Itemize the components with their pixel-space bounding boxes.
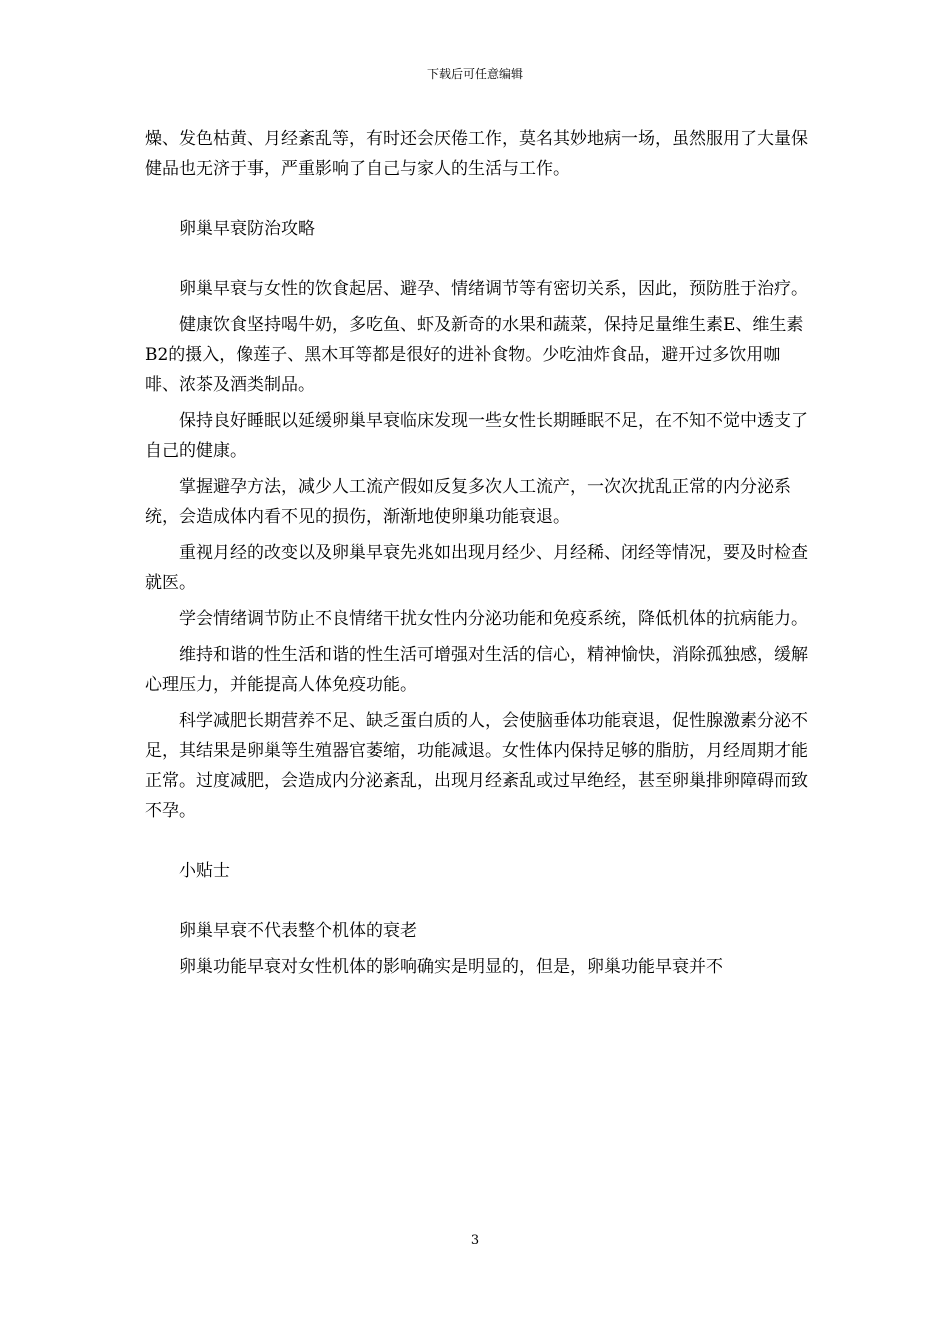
paragraph-contraception: 掌握避孕方法，减少人工流产假如反复多次人工流产，一次次扰乱正常的内分泌系统，会造成体内看不见的损伤，渐渐地使卵巢功能衰退。 — [145, 477, 791, 527]
section-heading-tips: 小贴士 — [179, 861, 230, 881]
paragraph-weight-loss: 科学减肥长期营养不足、缺乏蛋白质的人，会使脑垂体功能衰退，促性腺激素分泌不足，其结果是卵巢等生殖器官萎缩，功能减退。女性体内保持足够的脂肪，月经周期才能正常。过度减肥，会造成内分泌紊乱，出现月经紊乱或过早绝经，甚至卵巢排卵障碍而致不孕。 — [145, 711, 808, 821]
subheading-not-aging: 卵巢早衰不代表整个机体的衰老 — [179, 921, 417, 941]
section-heading-prevention: 卵巢早衰防治攻略 — [179, 219, 315, 239]
paragraph-sleep: 保持良好睡眠以延缓卵巢早衰临床发现一些女性长期睡眠不足，在不知不觉中透支了自己的健康。 — [145, 411, 808, 461]
paragraph-intro: 卵巢早衰与女性的饮食起居、避孕、情绪调节等有密切关系，因此，预防胜于治疗。 — [179, 279, 808, 299]
paragraph-menstruation: 重视月经的改变以及卵巢早衰先兆如出现月经少、月经稀、闭经等情况，要及时检查就医。 — [145, 543, 808, 593]
page-number: 3 — [470, 1233, 480, 1248]
paragraph-diet: 健康饮食坚持喝牛奶，多吃鱼、虾及新奇的水果和蔬菜，保持足量维生素E、维生素B2的摄入，像莲子、黑木耳等都是很好的进补食物。少吃油炸食品，避开过多饮用咖啡、浓茶及酒类制品。 — [145, 315, 804, 395]
paragraph-ovary-function: 卵巢功能早衰对女性机体的影响确实是明显的，但是，卵巢功能早衰并不 — [179, 957, 723, 977]
paragraph-sex-life: 维持和谐的性生活和谐的性生活可增强对生活的信心，精神愉快，消除孤独感，缓解心理压力，并能提高人体免疫功能。 — [145, 645, 808, 695]
page-header: 下载后可任意编辑 — [426, 67, 523, 81]
paragraph-emotion: 学会情绪调节防止不良情绪干扰女性内分泌功能和免疫系统，降低机体的抗病能力。 — [179, 609, 808, 629]
paragraph-continuation: 燥、发色枯黄、月经紊乱等，有时还会厌倦工作，莫名其妙地病一场，虽然服用了大量保健品也无济于事，严重影响了自己与家人的生活与工作。 — [145, 129, 808, 179]
body-text — [145, 124, 810, 982]
